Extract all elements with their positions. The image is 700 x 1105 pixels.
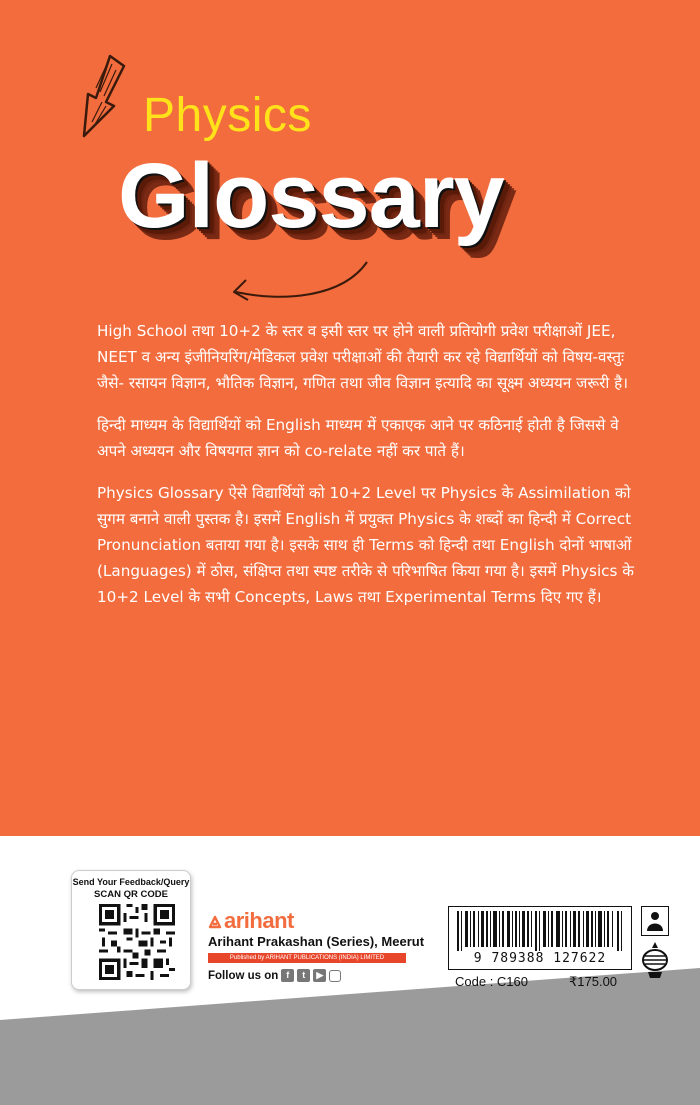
follow-label: Follow us on bbox=[208, 969, 279, 982]
publisher-name: Arihant Prakashan (Series), Meerut bbox=[208, 934, 425, 949]
qr-feedback-card[interactable] bbox=[71, 870, 191, 990]
curved-arrow-icon bbox=[222, 258, 372, 318]
emblem-icon bbox=[640, 940, 670, 980]
qr-heading-feedback: Send Your Feedback/Query bbox=[72, 877, 190, 887]
social-follow-row bbox=[208, 969, 341, 982]
description-text bbox=[97, 318, 642, 626]
qr-code-icon[interactable] bbox=[99, 904, 175, 980]
book-price: ₹175.00 bbox=[569, 974, 618, 989]
mascot-badge-icon bbox=[641, 906, 669, 936]
youtube-icon[interactable]: ▶ bbox=[313, 969, 326, 982]
published-by-line: Published by ARIHANT PUBLICATIONS (INDIA) LIMITED bbox=[208, 953, 406, 963]
facebook-icon[interactable]: f bbox=[281, 969, 294, 982]
arihant-logo-icon bbox=[208, 915, 222, 929]
arihant-logo-text: arihant bbox=[224, 908, 294, 933]
barcode-icon bbox=[457, 911, 623, 951]
description-paragraph-1: High School तथा 10+2 के स्तर व इसी स्तर पर होने वाली प्रतियोगी प्रवेश परीक्षाओं JEE, NEET व अन्य इंजीनियरिंग/मेडिकल प्रवेश परीक्षाओं की तैयारी कर रहे विद्यार्थियों को विषय-वस्तुः जैसे- रसायन विज्ञान, भौतिक विज्ञान, गणित तथा जीव विज्ञान इत्यादि का सूक्ष्म अध्ययन जरूरी है। bbox=[97, 322, 628, 392]
description-paragraph-3: Physics Glossary ऐसे विद्यार्थियों को 10+2 Level पर Physics के Assimilation को सुगम बनाने वाली पुस्तक है। इसमें English में प्रयुक्त Physics के शब्दों का हिन्दी में Correct Pronunciation बताया गया है। इसके साथ ही Terms को हिन्दी तथा English दोनों भाषाओं (Languages) में ठोस, संक्षिप्त तथा स्पष्ट तरीके से परिभाषित किया गया है। इसमें Physics के 10+2 Level के सभी Concepts, Laws तथा Experimental Terms दिए गए हैं। bbox=[97, 484, 634, 606]
code-price-row bbox=[455, 974, 635, 989]
qr-heading-scan: SCAN QR CODE bbox=[94, 889, 168, 900]
isbn-number: 9 789388 127622 bbox=[473, 951, 607, 966]
arihant-logo bbox=[208, 908, 294, 934]
description-paragraph-2: हिन्दी माध्यम के विद्यार्थियों को English माध्यम में एकाएक आने पर कठिनाई होती है जिससे वे अपने अध्ययन और विषयगत ज्ञान को co-relate नहीं कर पाते हैं। bbox=[97, 416, 619, 460]
twitter-icon[interactable]: t bbox=[297, 969, 310, 982]
isbn-barcode bbox=[448, 906, 632, 970]
instagram-icon[interactable] bbox=[329, 970, 341, 982]
hand-drawn-arrow-icon bbox=[70, 52, 130, 142]
title-glossary: Glossary bbox=[118, 145, 504, 247]
title-physics: Physics bbox=[143, 89, 312, 142]
footer-gray-band bbox=[0, 1020, 700, 1105]
book-code: Code : C160 bbox=[455, 974, 528, 989]
